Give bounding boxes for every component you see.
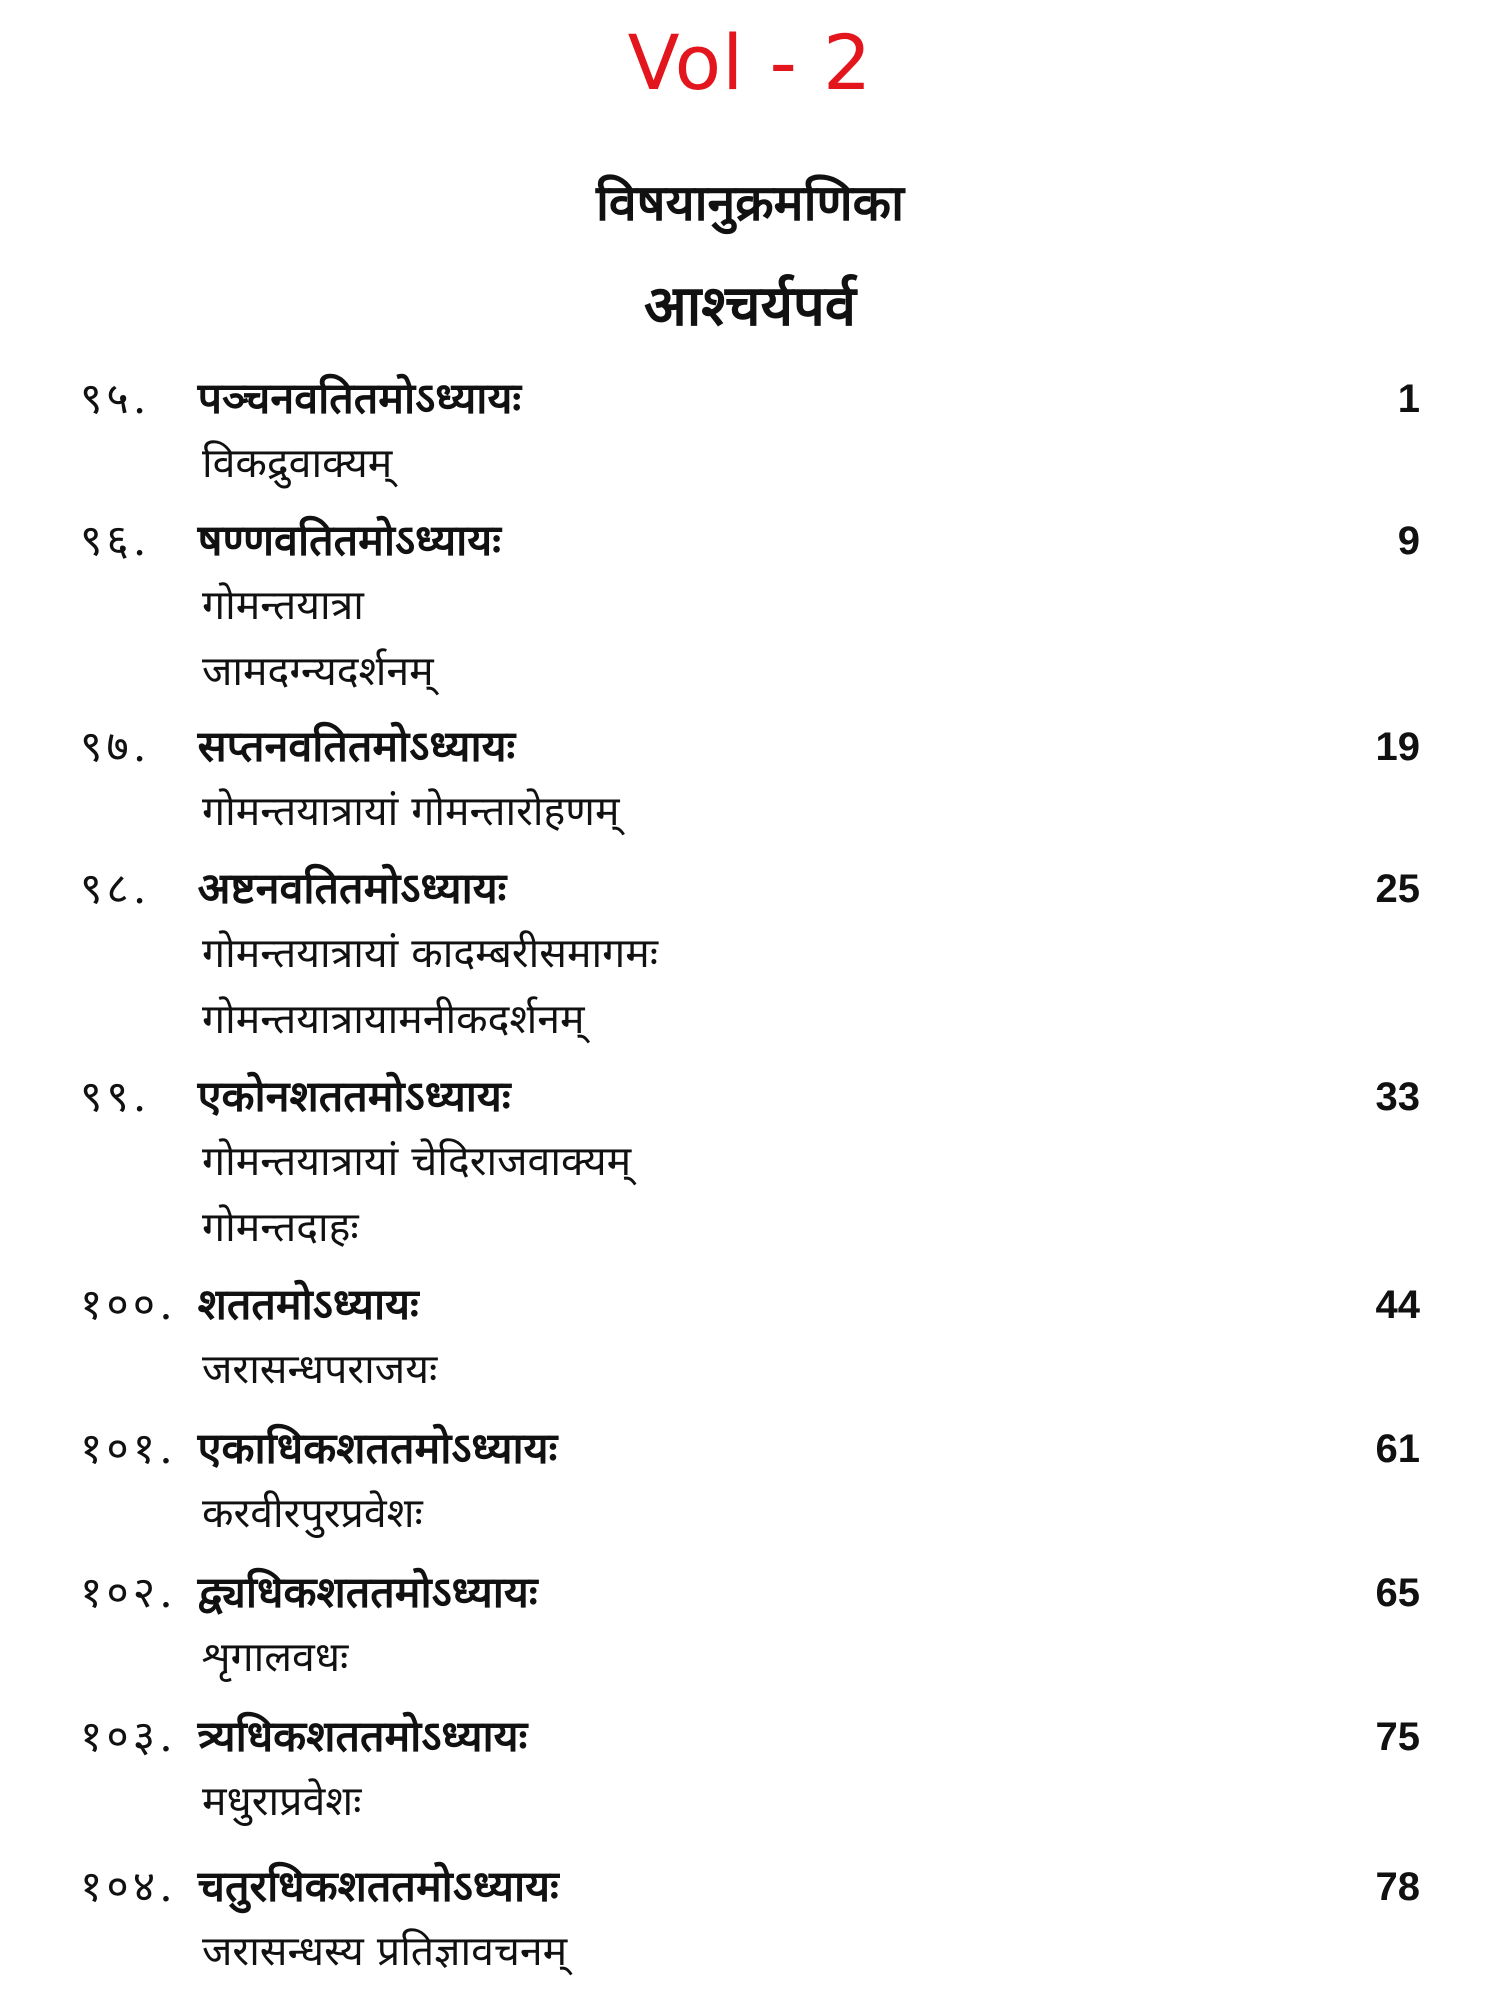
- chapter-row: [80, 1066, 1420, 1128]
- chapter-number: १००.: [80, 1280, 177, 1330]
- page-number: 78: [1375, 1865, 1420, 1909]
- subtopic: गोमन्तदाहः: [202, 1203, 359, 1251]
- chapter-number: ९७.: [80, 722, 151, 772]
- chapter-title: द्व्यधिकशततमोऽध्यायः: [197, 1568, 538, 1618]
- subtopic: जरासन्धस्य प्रतिज्ञावचनम्: [202, 1927, 568, 1975]
- chapter-title: सप्तनवतितमोऽध्यायः: [197, 722, 516, 772]
- chapter-title: त्र्यधिकशततमोऽध्यायः: [197, 1712, 528, 1762]
- chapter-row: [80, 510, 1420, 572]
- chapter-number: १०२.: [80, 1568, 177, 1618]
- chapter-number: ९५.: [80, 374, 151, 424]
- parva-title: आश्चर्यपर्व: [643, 273, 857, 339]
- chapter-row: [80, 368, 1420, 430]
- subtopic: जरासन्धपराजयः: [202, 1345, 438, 1393]
- page-number: 44: [1375, 1283, 1420, 1327]
- toc-entry: [80, 510, 1420, 704]
- toc-entry: [80, 1856, 1420, 1984]
- subtopic: मधुराप्रवेशः: [202, 1777, 362, 1825]
- page-number: 25: [1375, 867, 1420, 911]
- toc-entry: [80, 368, 1420, 496]
- subtopic: करवीरपुरप्रवेशः: [202, 1489, 423, 1537]
- chapter-title: अष्टनवतितमोऽध्यायः: [197, 864, 507, 914]
- subtopic: विकद्रुवाक्यम्: [202, 439, 393, 487]
- chapter-row: [80, 1418, 1420, 1480]
- chapter-number: १०१.: [80, 1424, 177, 1474]
- chapter-row: [80, 1706, 1420, 1768]
- chapter-number: १०३.: [80, 1712, 177, 1762]
- subtopic: गोमन्तयात्रायां चेदिराजवाक्यम्: [202, 1137, 632, 1185]
- page-number: 9: [1397, 519, 1420, 563]
- toc-heading: विषयानुक्रमणिका: [595, 173, 905, 232]
- page-number: 65: [1375, 1571, 1420, 1615]
- chapter-title: पञ्चनवतितमोऽध्यायः: [197, 374, 522, 424]
- subtopic: गोमन्तयात्रायां कादम्बरीसमागमः: [202, 929, 659, 977]
- page-number: 33: [1375, 1075, 1420, 1119]
- toc-entry: [80, 1562, 1420, 1690]
- page-number: 19: [1375, 725, 1420, 769]
- page-number: 1: [1397, 377, 1420, 421]
- toc-entry: [80, 1706, 1420, 1834]
- chapter-number: १०४.: [80, 1862, 177, 1912]
- chapter-title: एकोनशततमोऽध्यायः: [197, 1072, 511, 1122]
- chapter-number: ९६.: [80, 516, 151, 566]
- chapter-row: [80, 1856, 1420, 1918]
- chapter-title: शततमोऽध्यायः: [197, 1280, 419, 1330]
- chapter-row: [80, 1274, 1420, 1336]
- page-number: 61: [1375, 1427, 1420, 1471]
- subtopic: शृगालवधः: [202, 1633, 349, 1681]
- volume-label: Vol - 2: [627, 18, 873, 107]
- subtopic: जामदग्न्यदर्शनम्: [202, 647, 434, 695]
- toc-entry: [80, 858, 1420, 1052]
- toc-entry: [80, 1274, 1420, 1402]
- toc-entry: [80, 716, 1420, 844]
- chapter-title: एकाधिकशततमोऽध्यायः: [197, 1424, 558, 1474]
- chapter-number: ९९.: [80, 1072, 151, 1122]
- chapter-row: [80, 1562, 1420, 1624]
- subtopic: गोमन्तयात्रा: [202, 581, 364, 629]
- chapter-row: [80, 716, 1420, 778]
- chapter-title: षण्णवतितमोऽध्यायः: [197, 516, 501, 566]
- subtopic: गोमन्तयात्रायामनीकदर्शनम्: [202, 995, 585, 1043]
- subtopic: गोमन्तयात्रायां गोमन्तारोहणम्: [202, 787, 620, 835]
- page-number: 75: [1375, 1715, 1420, 1759]
- chapter-row: [80, 858, 1420, 920]
- chapter-number: ९८.: [80, 864, 151, 914]
- toc-entry: [80, 1418, 1420, 1546]
- chapter-title: चतुरधिकशततमोऽध्यायः: [197, 1862, 559, 1912]
- toc-entry: [80, 1066, 1420, 1260]
